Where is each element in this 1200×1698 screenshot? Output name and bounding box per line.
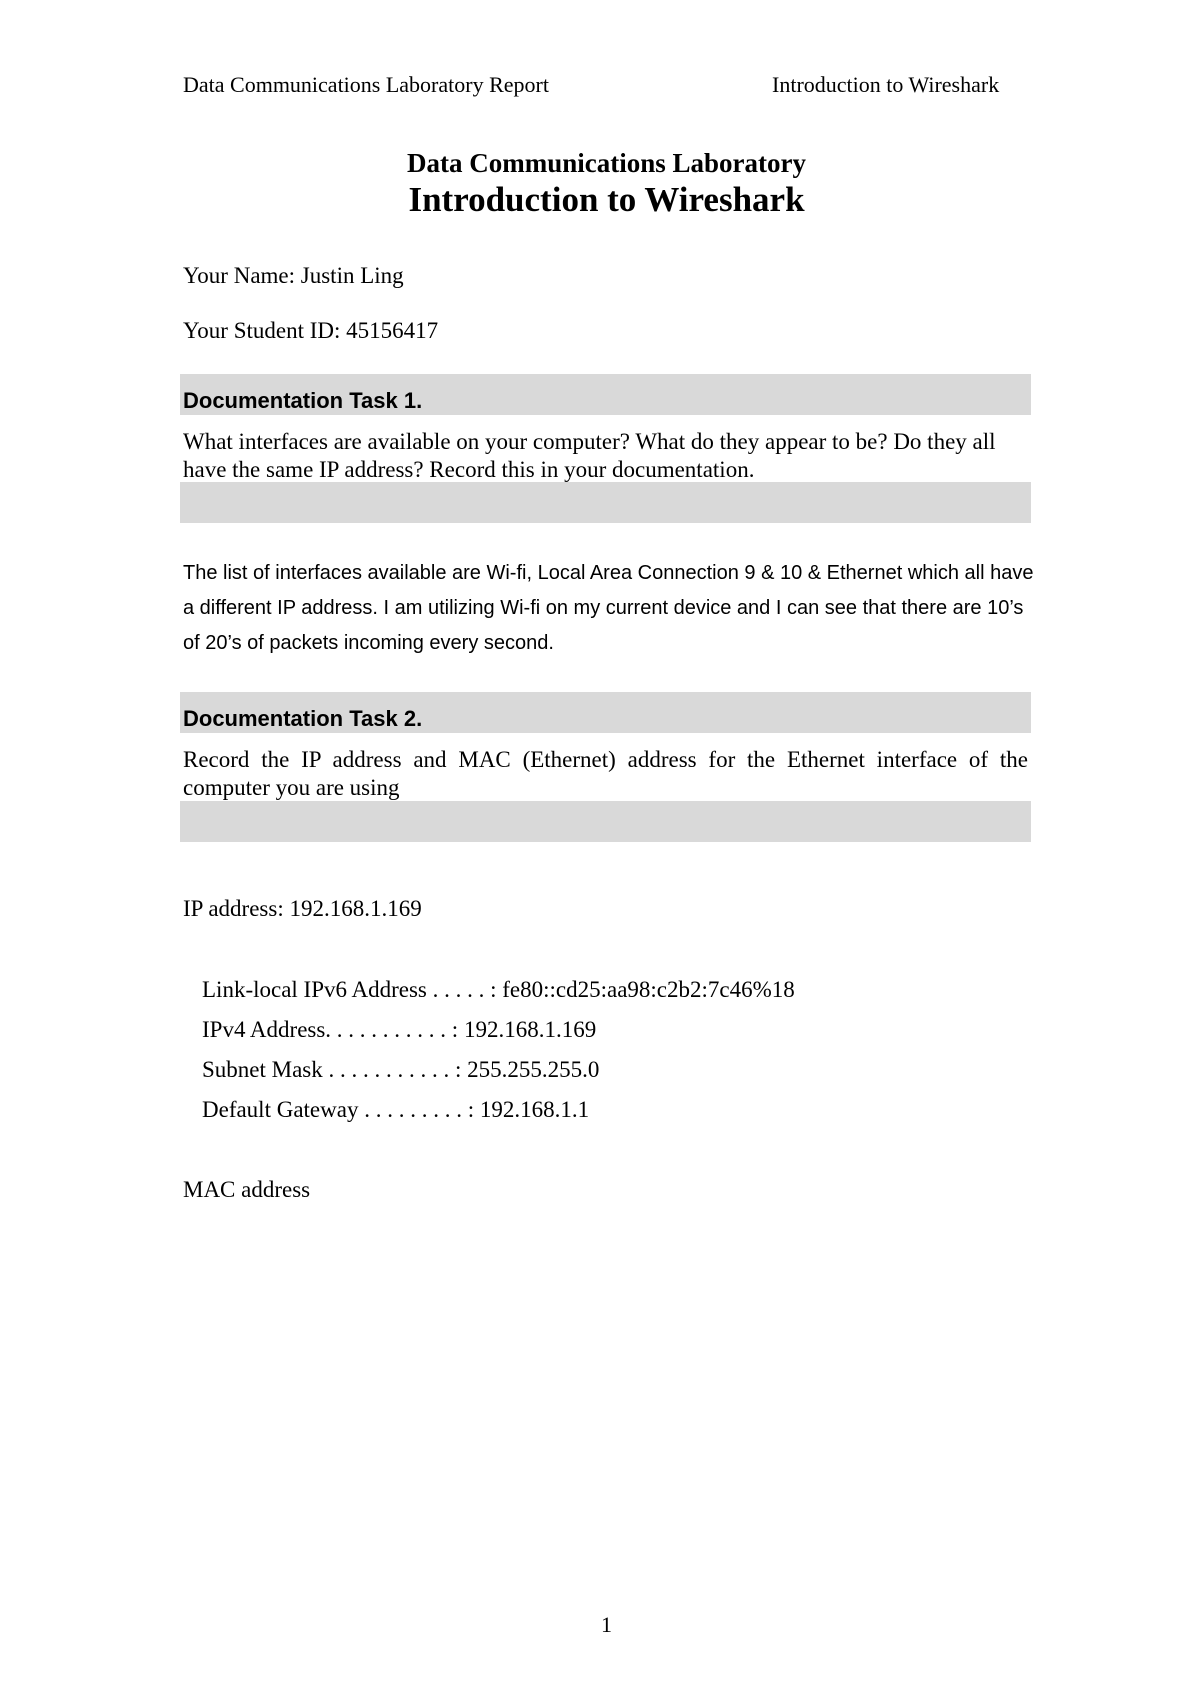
ipconfig-line-gateway: Default Gateway . . . . . . . . . : 192.168.1.1: [202, 1097, 590, 1122]
running-header-left: Data Communications Laboratory Report: [183, 72, 549, 97]
task1-answer-band: [180, 482, 1031, 523]
student-name: Your Name: Justin Ling: [183, 263, 404, 288]
task1-heading: Documentation Task 1.: [183, 388, 423, 413]
document-subtitle: Introduction to Wireshark: [408, 180, 805, 219]
mac-address-line: MAC address: [183, 1177, 311, 1202]
task2-answer-band: [180, 801, 1031, 842]
task1-question: What interfaces are available on your computer? What do they appear to be? Do they all have the same IP address? Record this in your documentation.: [183, 429, 996, 482]
ipconfig-line-ipv4: IPv4 Address. . . . . . . . . . . : 192.168.1.169: [202, 1017, 597, 1042]
task1-answer: The list of interfaces available are Wi-fi, Local Area Connection 9 & 10 & Ethernet which all have a different IP address. I am utilizing Wi-fi on my current device and I can see that there are 10’s of 20’s of packets incoming every second.: [183, 562, 1034, 654]
student-id: Your Student ID: 45156417: [183, 318, 439, 343]
ip-address-line: IP address: 192.168.1.169: [183, 896, 422, 921]
task2-heading: Documentation Task 2.: [183, 706, 423, 731]
page-number: 1: [601, 1612, 612, 1637]
document-title: Data Communications Laboratory: [407, 148, 806, 178]
running-header-right: Introduction to Wireshark: [772, 72, 1000, 97]
ipconfig-line-ipv6: Link-local IPv6 Address . . . . . : fe80::cd25:aa98:c2b2:7c46%18: [202, 977, 795, 1002]
task2-question: Record the IP address and MAC (Ethernet) address for the Ethernet interface of the computer you are using: [183, 747, 1028, 800]
ipconfig-line-subnet: Subnet Mask . . . . . . . . . . . : 255.255.255.0: [202, 1057, 600, 1082]
